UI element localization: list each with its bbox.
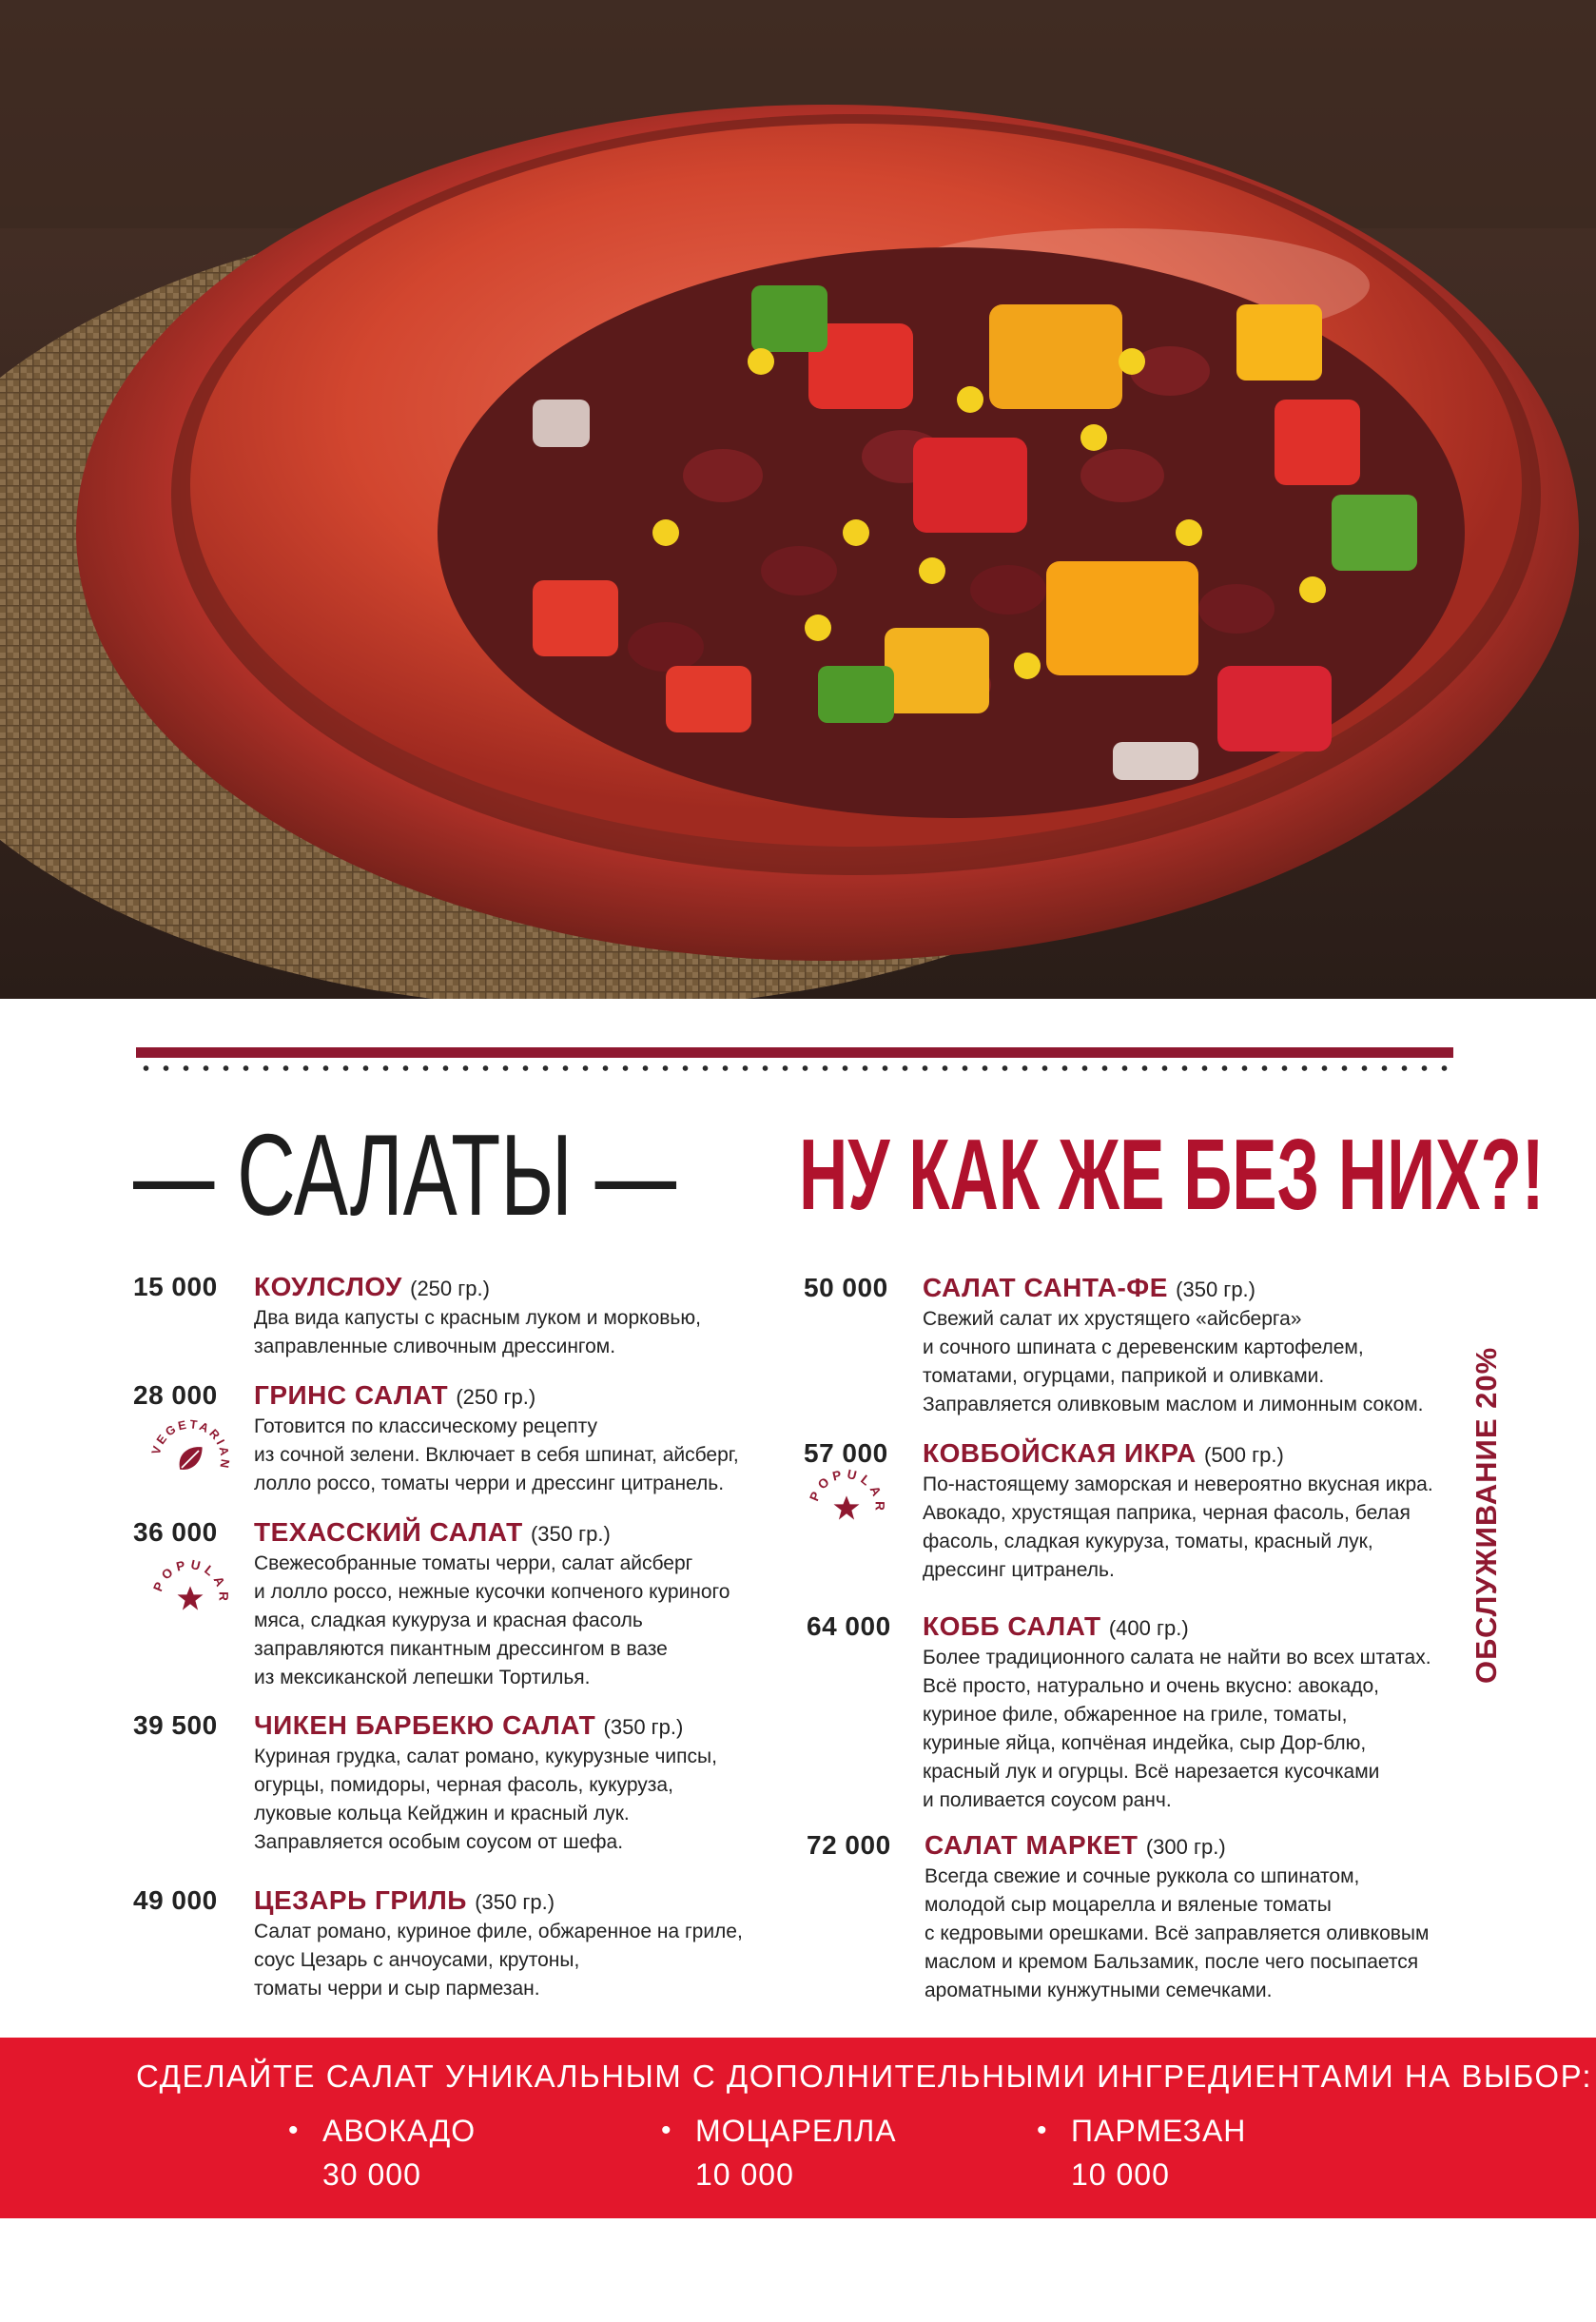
item-name: ЦЕЗАРЬ ГРИЛЬ (350 гр.): [254, 1885, 555, 1915]
item-description: По-настоящему заморская и невероятно вкусная икра. Авокадо, хрустящая паприка, черная фасоль, белая фасоль, сладкая кукуруза, томаты, красный лук, дрессинг цитранель.: [923, 1473, 1433, 1581]
extra-label: МОЦАРЕЛЛА: [695, 2114, 897, 2148]
menu-item: [807, 1611, 1472, 1811]
item-price: 39 500: [133, 1710, 218, 1740]
salad-bowl-illustration: [0, 0, 1596, 999]
extras-heading: СДЕЛАЙТЕ САЛАТ УНИКАЛЬНЫМ С ДОПОЛНИТЕЛЬНЫМИ ИНГРЕДИЕНТАМИ НА ВЫБОР:: [136, 2059, 1593, 2094]
item-price: 28 000: [133, 1380, 218, 1410]
extra-price: 10 000: [1071, 2157, 1170, 2192]
item-name: САЛАТ САНТА-ФЕ (350 гр.): [923, 1273, 1255, 1302]
item-weight: (500 гр.): [1204, 1443, 1284, 1467]
item-price: 64 000: [807, 1611, 891, 1641]
section-title: — САЛАТЫ —: [133, 1110, 676, 1239]
svg-text:VEGETARIAN: VEGETARIAN: [148, 1417, 232, 1472]
item-name: КОББ САЛАТ (400 гр.): [923, 1611, 1189, 1641]
item-name: ТЕХАССКИЙ САЛАТ (350 гр.): [254, 1517, 611, 1547]
item-price: 15 000: [133, 1272, 218, 1301]
item-price: 49 000: [133, 1885, 218, 1915]
popular-badge-icon: [804, 1465, 889, 1551]
item-weight: (350 гр.): [475, 1890, 555, 1914]
extras-banner: [0, 2038, 1596, 2218]
item-description: Свежий салат их хрустящего «айсберга» и сочного шпината с деревенским картофелем, томатами, огурцами, паприкой и оливками. Заправляется оливковым маслом и лимонным соком.: [923, 1308, 1424, 1415]
vegetarian-badge-icon: [147, 1416, 233, 1502]
item-weight: (350 гр.): [1176, 1278, 1255, 1301]
popular-badge-icon: [147, 1555, 233, 1641]
item-weight: (250 гр.): [456, 1385, 536, 1409]
item-description: Более традиционного салата не найти во всех штатах. Всё просто, натурально и очень вкусно: авокадо, куриное филе, обжаренное на гриле, томаты, куриные яйца, копчёная индейка, сыр Дор-блю, красный лук и огурцы. Всё нарезается кусочками и поливается соусом ранч.: [923, 1647, 1431, 1811]
item-weight: (400 гр.): [1108, 1616, 1189, 1640]
item-price: 72 000: [807, 1830, 891, 1860]
item-price: 50 000: [804, 1273, 888, 1302]
item-weight: (300 гр.): [1145, 1835, 1226, 1859]
item-weight: (350 гр.): [530, 1522, 611, 1546]
bullet-icon: •: [1037, 2115, 1047, 2146]
menu-item: [804, 1273, 1469, 1415]
menu-item: [133, 1517, 799, 1688]
item-price: 57 000: [804, 1438, 888, 1468]
extra-price: 30 000: [322, 2157, 421, 2192]
item-description: Свежесобранные томаты черри, салат айсберг и лолло россо, нежные кусочки копченого куриного мяса, сладкая кукуруза и красная фасоль заправляются пикантным дрессингом в вазе из мексиканской лепешки Тортилья.: [254, 1552, 730, 1688]
item-price: 36 000: [133, 1517, 218, 1547]
item-name: ЧИКЕН БАРБЕКЮ САЛАТ (350 гр.): [254, 1710, 684, 1740]
bullet-icon: •: [661, 2115, 671, 2146]
menu-item: [807, 1830, 1472, 2001]
extra-label: АВОКАДО: [322, 2114, 477, 2148]
menu-item: [133, 1380, 799, 1494]
bullet-icon: •: [288, 2115, 299, 2146]
item-name: КОВБОЙСКАЯ ИКРА (500 гр.): [923, 1438, 1284, 1468]
menu-item: [804, 1438, 1469, 1581]
item-description: Салат романо, куриное филе, обжаренное на гриле, соус Цезарь с анчоусами, крутоны, томаты черри и сыр пармезан.: [254, 1921, 743, 2000]
item-name: ГРИНС САЛАТ (250 гр.): [254, 1380, 536, 1410]
section-tagline: НУ КАК ЖЕ БЕЗ НИХ?!: [799, 1119, 1545, 1231]
menu-item: [133, 1885, 799, 2000]
heading-rule: [136, 1047, 1453, 1058]
svg-text:POPULAR: POPULAR: [807, 1466, 887, 1515]
item-name: КОУЛСЛОУ (250 гр.): [254, 1272, 490, 1301]
menu-item: [133, 1272, 799, 1357]
menu-item: [133, 1710, 799, 1853]
hero-photo: [0, 0, 1596, 999]
item-description: Два вида капусты с красным луком и морковью, заправленные сливочным дрессингом.: [254, 1307, 701, 1357]
svg-text:POPULAR: POPULAR: [150, 1556, 231, 1606]
extra-price: 10 000: [695, 2157, 794, 2192]
item-description: Всегда свежие и сочные руккола со шпинатом, молодой сыр моцарелла и вяленые томаты с кедровыми орешками. Всё заправляется оливковым маслом и кремом Бальзамик, после чего посыпается ароматными кунжутными семечками.: [925, 1865, 1430, 2001]
item-description: Куриная грудка, салат романо, кукурузные чипсы, огурцы, помидоры, черная фасоль, кукуруза, луковые кольца Кейджин и красный лук. Заправляется особым соусом от шефа.: [254, 1746, 717, 1853]
extra-label: ПАРМЕЗАН: [1071, 2114, 1247, 2148]
item-description: Готовится по классическому рецепту из сочной зелени. Включает в себя шпинат, айсберг, лолло россо, томаты черри и дрессинг цитранель.: [254, 1415, 739, 1494]
item-weight: (350 гр.): [603, 1715, 684, 1739]
heading-dotted-rule: [136, 1065, 1453, 1071]
item-name: САЛАТ МАРКЕТ (300 гр.): [925, 1830, 1226, 1860]
item-weight: (250 гр.): [410, 1277, 490, 1300]
